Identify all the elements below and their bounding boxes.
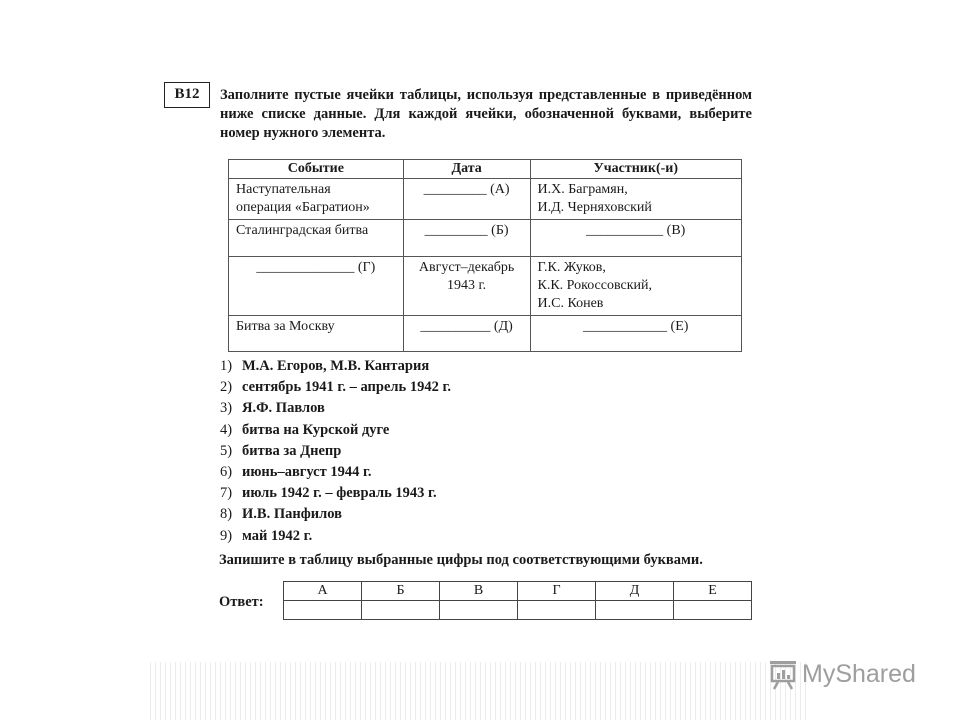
answer-letter: Г [518,582,596,601]
table-header-row [229,160,742,179]
participants-cell [530,179,742,220]
option-number: 7) [220,485,233,502]
cell-line: Битва за Москву [236,319,335,334]
cell-line: ___________ (В) [586,223,686,238]
cell-line: __________ (Д) [420,319,513,334]
event-cell [229,220,404,257]
answer-cell-v[interactable] [440,601,518,620]
option-number: 2) [220,379,233,396]
answer-cell-a[interactable] [284,601,362,620]
answer-letter: Д [595,582,673,601]
presentation-board-icon [768,658,798,690]
list-item [220,483,451,504]
date-cell [403,257,530,316]
cell-line: И.Д. Черняховский [537,200,652,215]
table-row [229,257,742,316]
date-cell [403,316,530,352]
option-text: И.В. Панфилов [242,506,342,523]
cell-line: 1943 г. [447,278,487,293]
write-instruction: Запишите в таблицу выбранные цифры под соответствующими буквами. [219,552,703,568]
option-text: битва за Днепр [242,442,342,459]
answer-letter: Е [673,582,751,601]
myshared-logo[interactable] [768,656,916,692]
participants-cell [530,257,742,316]
logo-text: MyShared [802,659,916,688]
list-item [220,356,451,377]
list-item [220,504,451,525]
option-text: М.А. Егоров, М.В. Кантария [242,358,430,374]
cell-line: Сталинградская битва [236,223,369,238]
option-number: 1) [220,358,233,374]
cell-line: И.Х. Баграмян, [537,182,628,197]
option-text: май 1942 г. [242,527,313,544]
option-number: 8) [220,506,233,523]
events-table [228,159,742,352]
cell-line: Наступательная [236,182,331,197]
options-list [220,356,451,547]
list-item [220,441,451,462]
table-row [229,220,742,257]
option-number: 9) [220,527,233,544]
list-item [220,526,451,547]
task-number-box: B12 [164,82,210,108]
answer-cell-e[interactable] [673,601,751,620]
cell-line: К.К. Рокоссовский, [537,278,653,293]
cell-line: Г.К. Жуков, [537,260,606,275]
option-number: 4) [220,421,233,438]
participants-cell [530,316,742,352]
page-bottom-stripes [150,662,810,720]
cell-line: _________ (Б) [424,223,509,238]
list-item [220,462,451,483]
answer-label: Ответ: [219,594,264,610]
option-text: битва на Курской дуге [242,421,390,438]
option-text: Я.Ф. Павлов [242,400,325,417]
option-text: июнь–август 1944 г. [242,464,372,481]
cell-line: ____________ (Е) [583,319,689,334]
answer-letters-row [284,582,752,601]
cell-line: _________ (А) [423,182,510,197]
table-row [229,316,742,352]
task-instructions: Заполните пустые ячейки таблицы, используя представленные в приведённом ниже списке данные. Для каждой ячейки, обозначенной буквами, выберите номер нужного элемента. [220,87,752,141]
option-text: июль 1942 г. – февраль 1943 г. [242,485,437,502]
answer-cell-g[interactable] [518,601,596,620]
event-cell [229,179,404,220]
answer-letter: Б [362,582,440,601]
answer-table [283,581,752,620]
header-participants: Участник(-и) [530,160,742,179]
option-number: 5) [220,442,233,459]
header-event: Событие [229,160,404,179]
table-row [229,179,742,220]
option-number: 3) [220,400,233,417]
option-number: 6) [220,464,233,481]
cell-line: Август–декабрь [418,260,515,275]
answer-input-row [284,601,752,620]
event-cell [229,257,404,316]
event-cell [229,316,404,352]
date-cell [403,220,530,257]
answer-cell-b[interactable] [362,601,440,620]
header-date: Дата [403,160,530,179]
answer-letter: А [284,582,362,601]
date-cell [403,179,530,220]
list-item [220,420,451,441]
participants-cell [530,220,742,257]
option-text: сентябрь 1941 г. – апрель 1942 г. [242,379,452,396]
cell-line: И.С. Конев [537,296,604,311]
cell-line: ______________ (Г) [256,260,376,275]
answer-cell-d[interactable] [595,601,673,620]
list-item [220,377,451,398]
cell-line: операция «Багратион» [236,200,370,215]
list-item [220,398,451,419]
answer-letter: В [440,582,518,601]
